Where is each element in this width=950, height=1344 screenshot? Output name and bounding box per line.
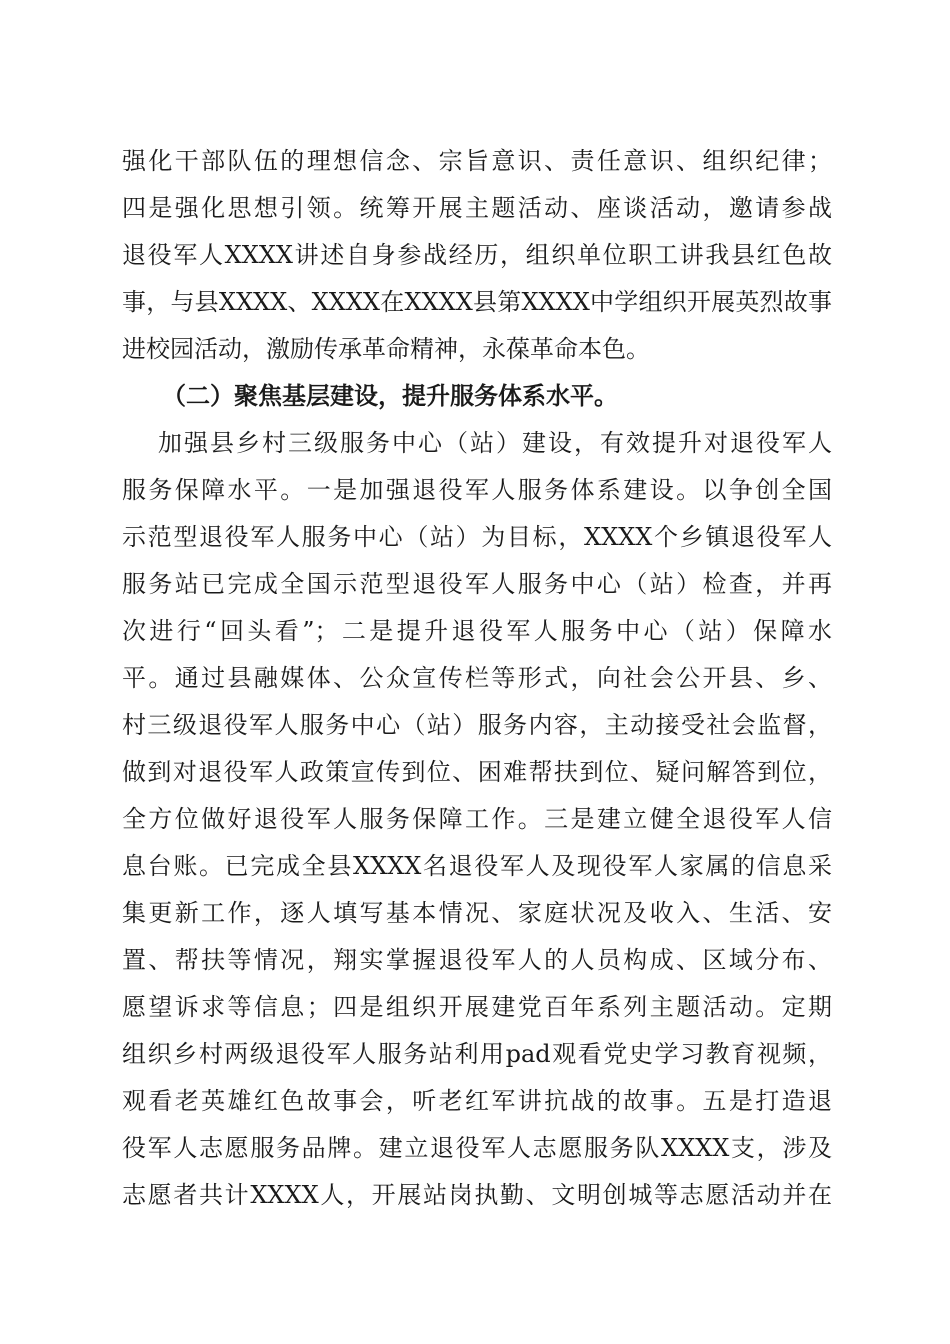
paragraph-line: 愿望诉求等信息；四是组织开展建党百年系列主题活动。定期 — [122, 993, 832, 1021]
paragraph-line: 志愿者共计XXXX人，开展站岗执勤、文明创城等志愿活动并在 — [122, 1181, 832, 1209]
paragraph-line: 役军人志愿服务品牌。建立退役军人志愿服务队XXXX支，涉及 — [122, 1134, 832, 1162]
paragraph-line: 进校园活动，激励传承革命精神，永葆革命本色。 — [122, 335, 650, 363]
paragraph-line: 服务保障水平。一是加强退役军人服务体系建设。以争创全国 — [122, 476, 832, 504]
paragraph-line: 平。通过县融媒体、公众宣传栏等形式，向社会公开县、乡、 — [122, 664, 832, 692]
paragraph-line: 集更新工作，逐人填写基本情况、家庭状况及收入、生活、安 — [122, 899, 832, 927]
paragraph-line: 次进行“回头看”；二是提升退役军人服务中心（站）保障水 — [122, 617, 832, 645]
paragraph-line: 做到对退役军人政策宣传到位、困难帮扶到位、疑问解答到位， — [122, 758, 832, 786]
paragraph-line: 事，与县XXXX、XXXX在XXXX县第XXXX中学组织开展英烈故事 — [122, 288, 832, 316]
paragraph-line: 示范型退役军人服务中心（站）为目标，XXXX个乡镇退役军人 — [122, 523, 832, 551]
paragraph-line: 全方位做好退役军人服务保障工作。三是建立健全退役军人信 — [122, 805, 832, 833]
paragraph-line: 四是强化思想引领。统筹开展主题活动、座谈活动，邀请参战 — [122, 194, 832, 222]
paragraph-line: 服务站已完成全国示范型退役军人服务中心（站）检查，并再 — [122, 570, 832, 598]
paragraph-line: 加强县乡村三级服务中心（站）建设，有效提升对退役军人 — [158, 429, 832, 457]
paragraph-line: 村三级退役军人服务中心（站）服务内容，主动接受社会监督， — [122, 711, 832, 739]
paragraph-line: 组织乡村两级退役军人服务站利用pad观看党史学习教育视频， — [122, 1040, 832, 1068]
paragraph-line: 息台账。已完成全县XXXX名退役军人及现役军人家属的信息采 — [122, 852, 832, 880]
paragraph-line: 观看老英雄红色故事会，听老红军讲抗战的故事。五是打造退 — [122, 1087, 832, 1115]
paragraph-line: 强化干部队伍的理想信念、宗旨意识、责任意识、组织纪律； — [122, 147, 832, 175]
section-heading: （二）聚焦基层建设，提升服务体系水平。 — [162, 381, 618, 410]
paragraph-line: 退役军人XXXX讲述自身参战经历，组织单位职工讲我县红色故 — [122, 241, 832, 269]
paragraph-line: 置、帮扶等情况，翔实掌握退役军人的人员构成、区域分布、 — [122, 946, 832, 974]
